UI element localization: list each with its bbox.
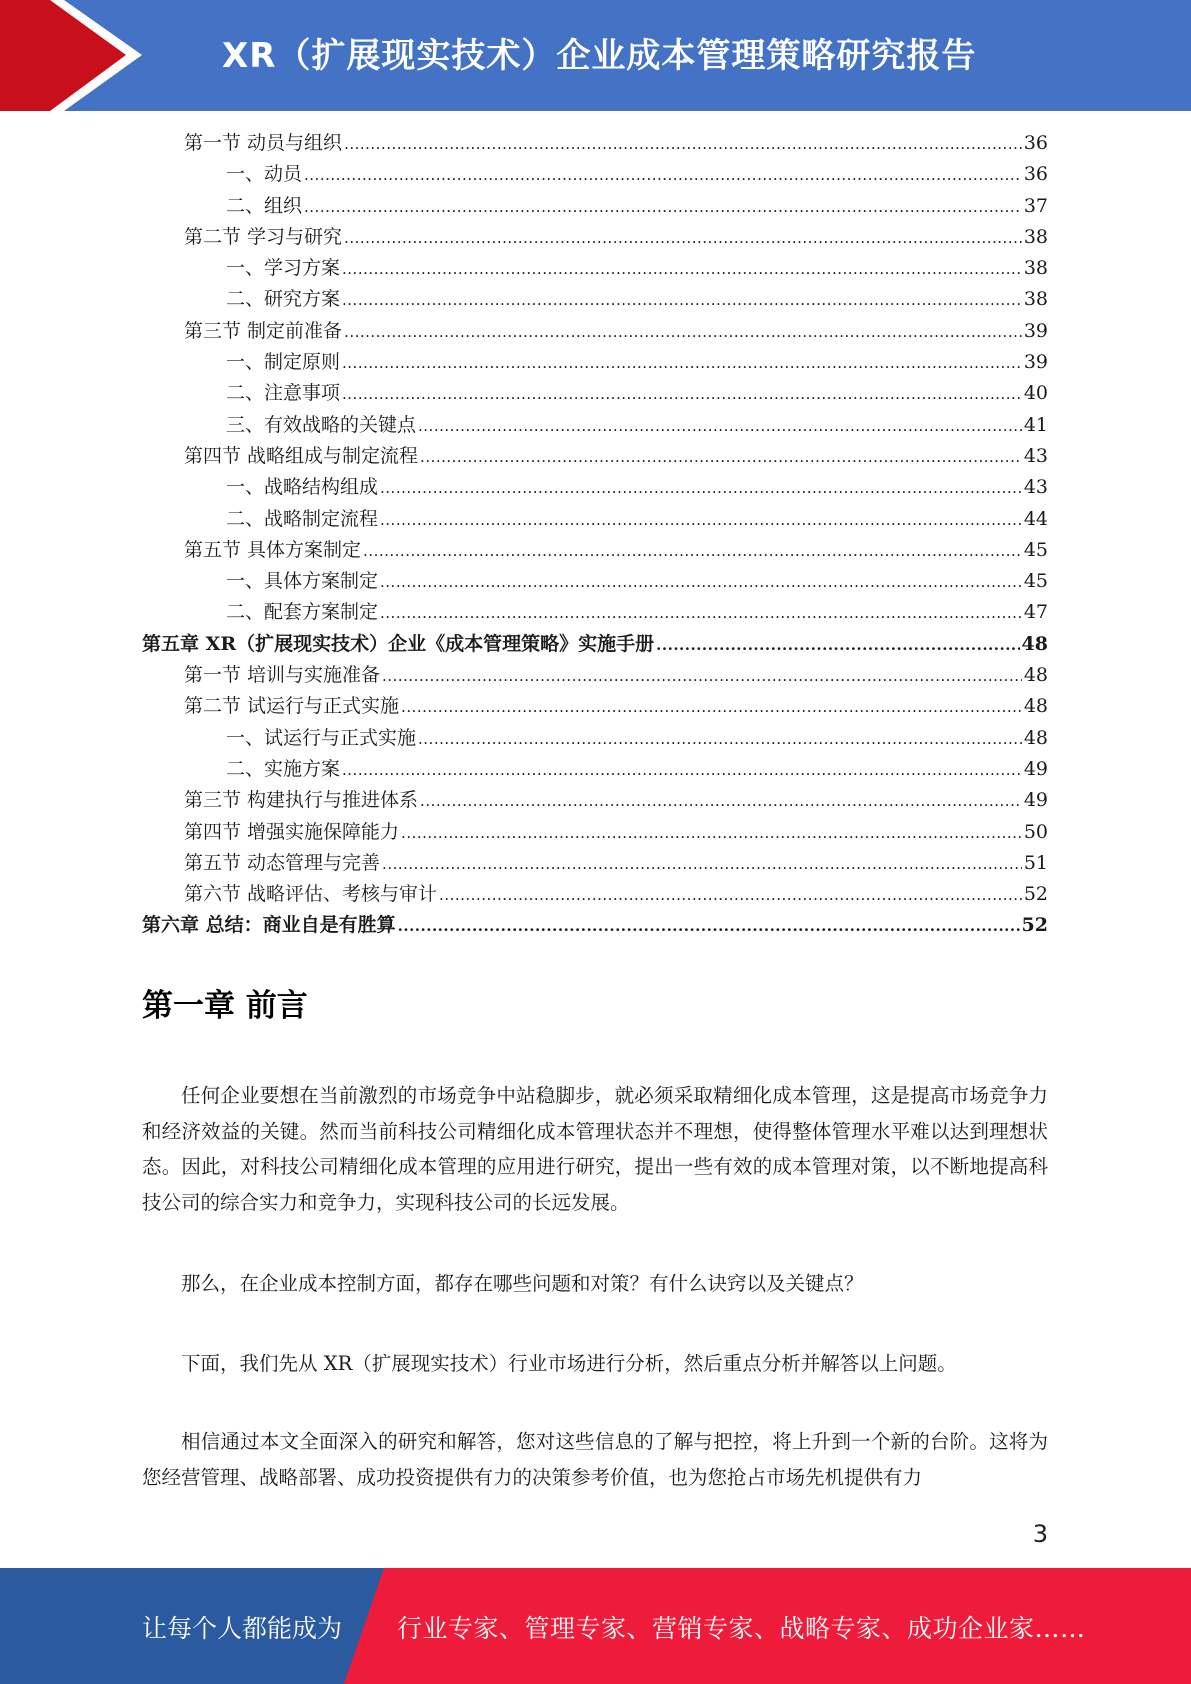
- toc-entry-label: 一、战略结构组成: [226, 476, 379, 499]
- toc-leader-dots: [344, 317, 1022, 348]
- toc-entry-page: 52: [1023, 883, 1048, 906]
- toc-entry-label: 一、制定原则: [226, 351, 341, 374]
- toc-entry-label: 第一节 动员与组织: [184, 132, 343, 154]
- toc-entry-label: 一、学习方案: [226, 257, 341, 280]
- paragraph-text: 相信通过本文全面深入的研究和解答，您对这些信息的了解与把控，将上升到一个新的台阶。这将为您经营管理、战略部署、成功投资提供有力的决策参考价值，也为您抢占市场先机提供有力: [142, 1430, 1048, 1489]
- toc-entry[interactable]: [142, 128, 1048, 159]
- toc-entry-page: 48: [1021, 632, 1048, 655]
- toc-entry[interactable]: [142, 159, 1048, 190]
- toc-entry-label: 一、动员: [226, 163, 303, 186]
- body-paragraph: [142, 1346, 1048, 1382]
- toc-leader-dots: [342, 379, 1022, 410]
- toc-entry-label: 一、具体方案制定: [226, 570, 379, 593]
- toc-entry-label: 二、组织: [226, 194, 303, 217]
- report-title: XR（扩展现实技术）企业成本管理策略研究报告: [222, 36, 977, 76]
- toc-entry-page: 40: [1023, 382, 1048, 405]
- page-footer: [0, 1568, 1191, 1684]
- paragraph-text: 下面，我们先从 XR（扩展现实技术）行业市场进行分析，然后重点分析并解答以上问题。: [181, 1352, 957, 1375]
- toc-entry-page: 51: [1023, 851, 1048, 874]
- toc-leader-dots: [304, 160, 1022, 191]
- toc-entry-label: 第四节 增强实施保障能力: [184, 820, 400, 843]
- toc-entry-label: 第四节 战略组成与制定流程: [184, 444, 419, 467]
- toc-entry[interactable]: [142, 535, 1048, 566]
- toc-entry-page: 48: [1023, 726, 1048, 749]
- toc-entry[interactable]: [142, 316, 1048, 347]
- toc-leader-dots: [401, 692, 1022, 723]
- toc-entry-page: 38: [1023, 225, 1048, 248]
- toc-entry-page: 45: [1023, 570, 1048, 593]
- toc-entry-page: 38: [1023, 288, 1048, 311]
- header-arrow-icon: [0, 0, 150, 111]
- paragraph-text: 任何企业要想在当前激烈的市场竞争中站稳脚步，就必须采取精细化成本管理，这是提高市场竞争力和经济效益的关键。然而当前科技公司精细化成本管理状态并不理想，使得整体管理水平难以达到理想状态。因此，对科技公司精细化成本管理的应用进行研究，提出一些有效的成本管理对策，以不断地提高科技公司的综合实力和竞争力，实现科技公司的长远发展。: [142, 1084, 1048, 1214]
- toc-entry[interactable]: [142, 504, 1048, 535]
- toc-entry-label: 第三节 构建执行与推进体系: [184, 789, 419, 812]
- toc-entry-label: 二、实施方案: [226, 757, 341, 780]
- toc-entry-page: 43: [1023, 476, 1048, 499]
- toc-leader-dots: [342, 755, 1022, 786]
- page-header: [0, 0, 1191, 111]
- body-paragraph: [142, 1424, 1048, 1495]
- toc-leader-dots: [398, 911, 1020, 942]
- toc-entry[interactable]: [142, 222, 1048, 253]
- toc-entry[interactable]: [142, 660, 1048, 691]
- toc-leader-dots: [439, 880, 1022, 911]
- chapter-heading: 第一章 前言: [142, 988, 308, 1024]
- toc-entry-label: 第五节 具体方案制定: [184, 538, 362, 561]
- toc-entry-page: 37: [1023, 194, 1048, 217]
- toc-leader-dots: [380, 598, 1022, 629]
- toc-entry-label: 二、配套方案制定: [226, 601, 379, 624]
- toc-leader-dots: [382, 849, 1022, 880]
- toc-entry[interactable]: [142, 347, 1048, 378]
- toc-leader-dots: [342, 254, 1022, 285]
- toc-leader-dots: [342, 348, 1022, 379]
- toc-leader-dots: [304, 192, 1022, 223]
- toc-entry[interactable]: [142, 848, 1048, 879]
- toc-entry-page: 49: [1023, 789, 1048, 812]
- toc-entry-label: 第二节 试运行与正式实施: [184, 695, 400, 718]
- toc-entry-label: 三、有效战略的关键点: [226, 413, 417, 436]
- toc-entry[interactable]: [142, 817, 1048, 848]
- body-paragraph: [142, 1266, 1048, 1302]
- toc-leader-dots: [656, 630, 1019, 661]
- toc-entry-page: 45: [1023, 538, 1048, 561]
- paragraph-text: 那么，在企业成本控制方面，都存在哪些问题和对策？有什么诀窍以及关键点？: [181, 1272, 864, 1295]
- toc-leader-dots: [418, 411, 1022, 442]
- toc-entry-page: 52: [1021, 914, 1048, 937]
- toc-entry-page: 49: [1023, 757, 1048, 780]
- toc-leader-dots: [380, 473, 1022, 504]
- toc-leader-dots: [344, 223, 1022, 254]
- toc-entry[interactable]: [142, 566, 1048, 597]
- toc-entry-page: 43: [1023, 444, 1048, 467]
- toc-entry[interactable]: [142, 378, 1048, 409]
- page-number: 3: [1032, 1520, 1048, 1548]
- toc-leader-dots: [401, 818, 1022, 849]
- toc-entry-label: 第一节 培训与实施准备: [184, 664, 381, 687]
- toc-entry[interactable]: [142, 597, 1048, 628]
- toc-entry-label: 二、战略制定流程: [226, 507, 379, 530]
- toc-leader-dots: [342, 285, 1022, 316]
- toc-entry[interactable]: [142, 410, 1048, 441]
- toc-entry-page: 41: [1023, 413, 1048, 436]
- toc-chapter-entry[interactable]: [142, 910, 1048, 941]
- toc-entry-label: 二、注意事项: [226, 382, 341, 405]
- toc-entry[interactable]: [142, 879, 1048, 910]
- toc-leader-dots: [363, 536, 1022, 567]
- toc-entry-page: 39: [1023, 351, 1048, 374]
- toc-entry-label: 第三节 制定前准备: [184, 319, 343, 342]
- toc-leader-dots: [380, 505, 1022, 536]
- toc-entry[interactable]: [142, 723, 1048, 754]
- toc-entry[interactable]: [142, 472, 1048, 503]
- toc-entry[interactable]: [142, 253, 1048, 284]
- toc-entry-page: 38: [1023, 257, 1048, 280]
- toc-entry-label: 第六节 战略评估、考核与审计: [184, 883, 438, 906]
- toc-entry[interactable]: [142, 691, 1048, 722]
- toc-entry-page: 48: [1023, 695, 1048, 718]
- toc-entry[interactable]: [142, 754, 1048, 785]
- toc-entry-page: 50: [1023, 820, 1048, 843]
- toc-entry-label: 第五节 动态管理与完善: [184, 851, 381, 874]
- toc-entry-page: 39: [1023, 319, 1048, 342]
- toc-entry-label: 二、研究方案: [226, 288, 341, 311]
- toc-leader-dots: [380, 567, 1022, 598]
- toc-leader-dots: [382, 661, 1022, 692]
- toc-leader-dots: [420, 786, 1022, 817]
- footer-slogan-right: 行业专家、管理专家、营销专家、战略专家、成功企业家……: [397, 1614, 1086, 1643]
- toc-entry-page: 36: [1023, 132, 1048, 154]
- toc-entry-page: 44: [1023, 507, 1048, 530]
- footer-slogan-left: 让每个人都能成为: [142, 1614, 343, 1643]
- toc-entry-label: 第五章 XR（扩展现实技术）企业《成本管理策略》实施手册: [142, 632, 655, 655]
- toc-chapter-entry[interactable]: [142, 629, 1048, 660]
- toc-entry[interactable]: [142, 191, 1048, 222]
- toc-leader-dots: [418, 724, 1022, 755]
- body-paragraph: [142, 1078, 1048, 1220]
- toc-entry-page: 48: [1023, 664, 1048, 687]
- toc-entry-label: 第六章 总结：商业自是有胜算: [142, 914, 396, 937]
- toc-leader-dots: [420, 442, 1022, 473]
- toc-leader-dots: [344, 129, 1022, 160]
- table-of-contents: [142, 128, 1048, 942]
- toc-entry-page: 47: [1023, 601, 1048, 624]
- toc-entry-label: 第二节 学习与研究: [184, 225, 343, 248]
- toc-entry[interactable]: [142, 284, 1048, 315]
- toc-entry[interactable]: [142, 441, 1048, 472]
- toc-entry-label: 一、试运行与正式实施: [226, 726, 417, 749]
- toc-entry[interactable]: [142, 785, 1048, 816]
- toc-entry-page: 36: [1023, 163, 1048, 186]
